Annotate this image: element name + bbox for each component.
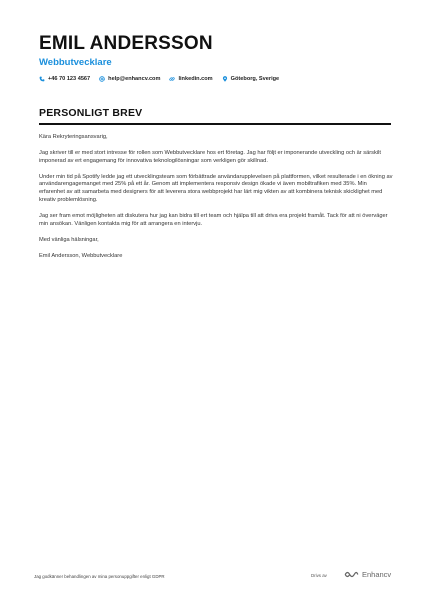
gdpr-consent-note: Jag godkänner behandlingen av mina personuppgifter enligt GDPR (34, 574, 165, 579)
candidate-name: EMIL ANDERSSON (39, 33, 213, 54)
letter-paragraph: Under min tid på Spotify ledde jag ett utvecklingsteam som förbättrade användarupplevelsen på plattformen, vilket resulterade i en ökning av användarengagemanget med 25% på ett år. Genom att implementera responsiv design ökade vi även mobiltrafiken med 35%. Min erfarenhet av att samarbeta med designers för att leverera stora webbprojekt har lärt mig vikten av att kombinera teknisk skicklighet med kreativ problemlösning. (39, 173, 393, 204)
contact-phone-text: +46 70 123 4567 (48, 76, 91, 82)
at-sign-icon (99, 76, 105, 82)
phone-icon (39, 76, 45, 82)
brand-name: Enhancv (362, 570, 392, 579)
contact-location-text: Göteborg, Sverige (230, 76, 280, 82)
contact-linkedin[interactable] (169, 76, 212, 82)
letter-paragraph: Jag ser fram emot möjligheten att diskutera hur jag kan bidra till ert team och hjälpa till att driva era projekt framåt. Tack för att ni överväger min ansökan. Vänligen kontakta mig för att arrangera en intervju. (39, 213, 388, 227)
section-title: PERSONLIGT BREV (39, 107, 143, 119)
link-icon (169, 76, 175, 82)
powered-by-label: Drivs av (311, 573, 327, 578)
letter-body (39, 134, 394, 268)
contact-email-text: help@enhancv.com (108, 76, 161, 82)
candidate-role: Webbutvecklare (39, 57, 112, 68)
contact-linkedin-text: linkedin.com (178, 76, 213, 82)
enhancv-logo-icon (344, 570, 359, 579)
letter-closing: Med vänliga hälsningar, (39, 236, 99, 243)
letter-signature: Emil Andersson, Webbutvecklare (39, 252, 123, 259)
section-divider (39, 123, 391, 125)
contact-bar (39, 76, 279, 82)
location-pin-icon (222, 76, 228, 82)
contact-email[interactable] (99, 76, 160, 82)
contact-phone (39, 76, 90, 82)
letter-paragraph: Jag skriver till er med stort intresse för rollen som Webbutvecklare hos ert företag. Jag har följt er imponerande utveckling och är särskilt imponerad av ert engagemang för innovativa teknologilösningar som verkligen gör skillnad. (39, 149, 381, 164)
letter-greeting: Kära Rekryteringsansvarig, (39, 134, 108, 140)
brand-logo[interactable] (344, 570, 391, 579)
contact-location (222, 76, 280, 82)
